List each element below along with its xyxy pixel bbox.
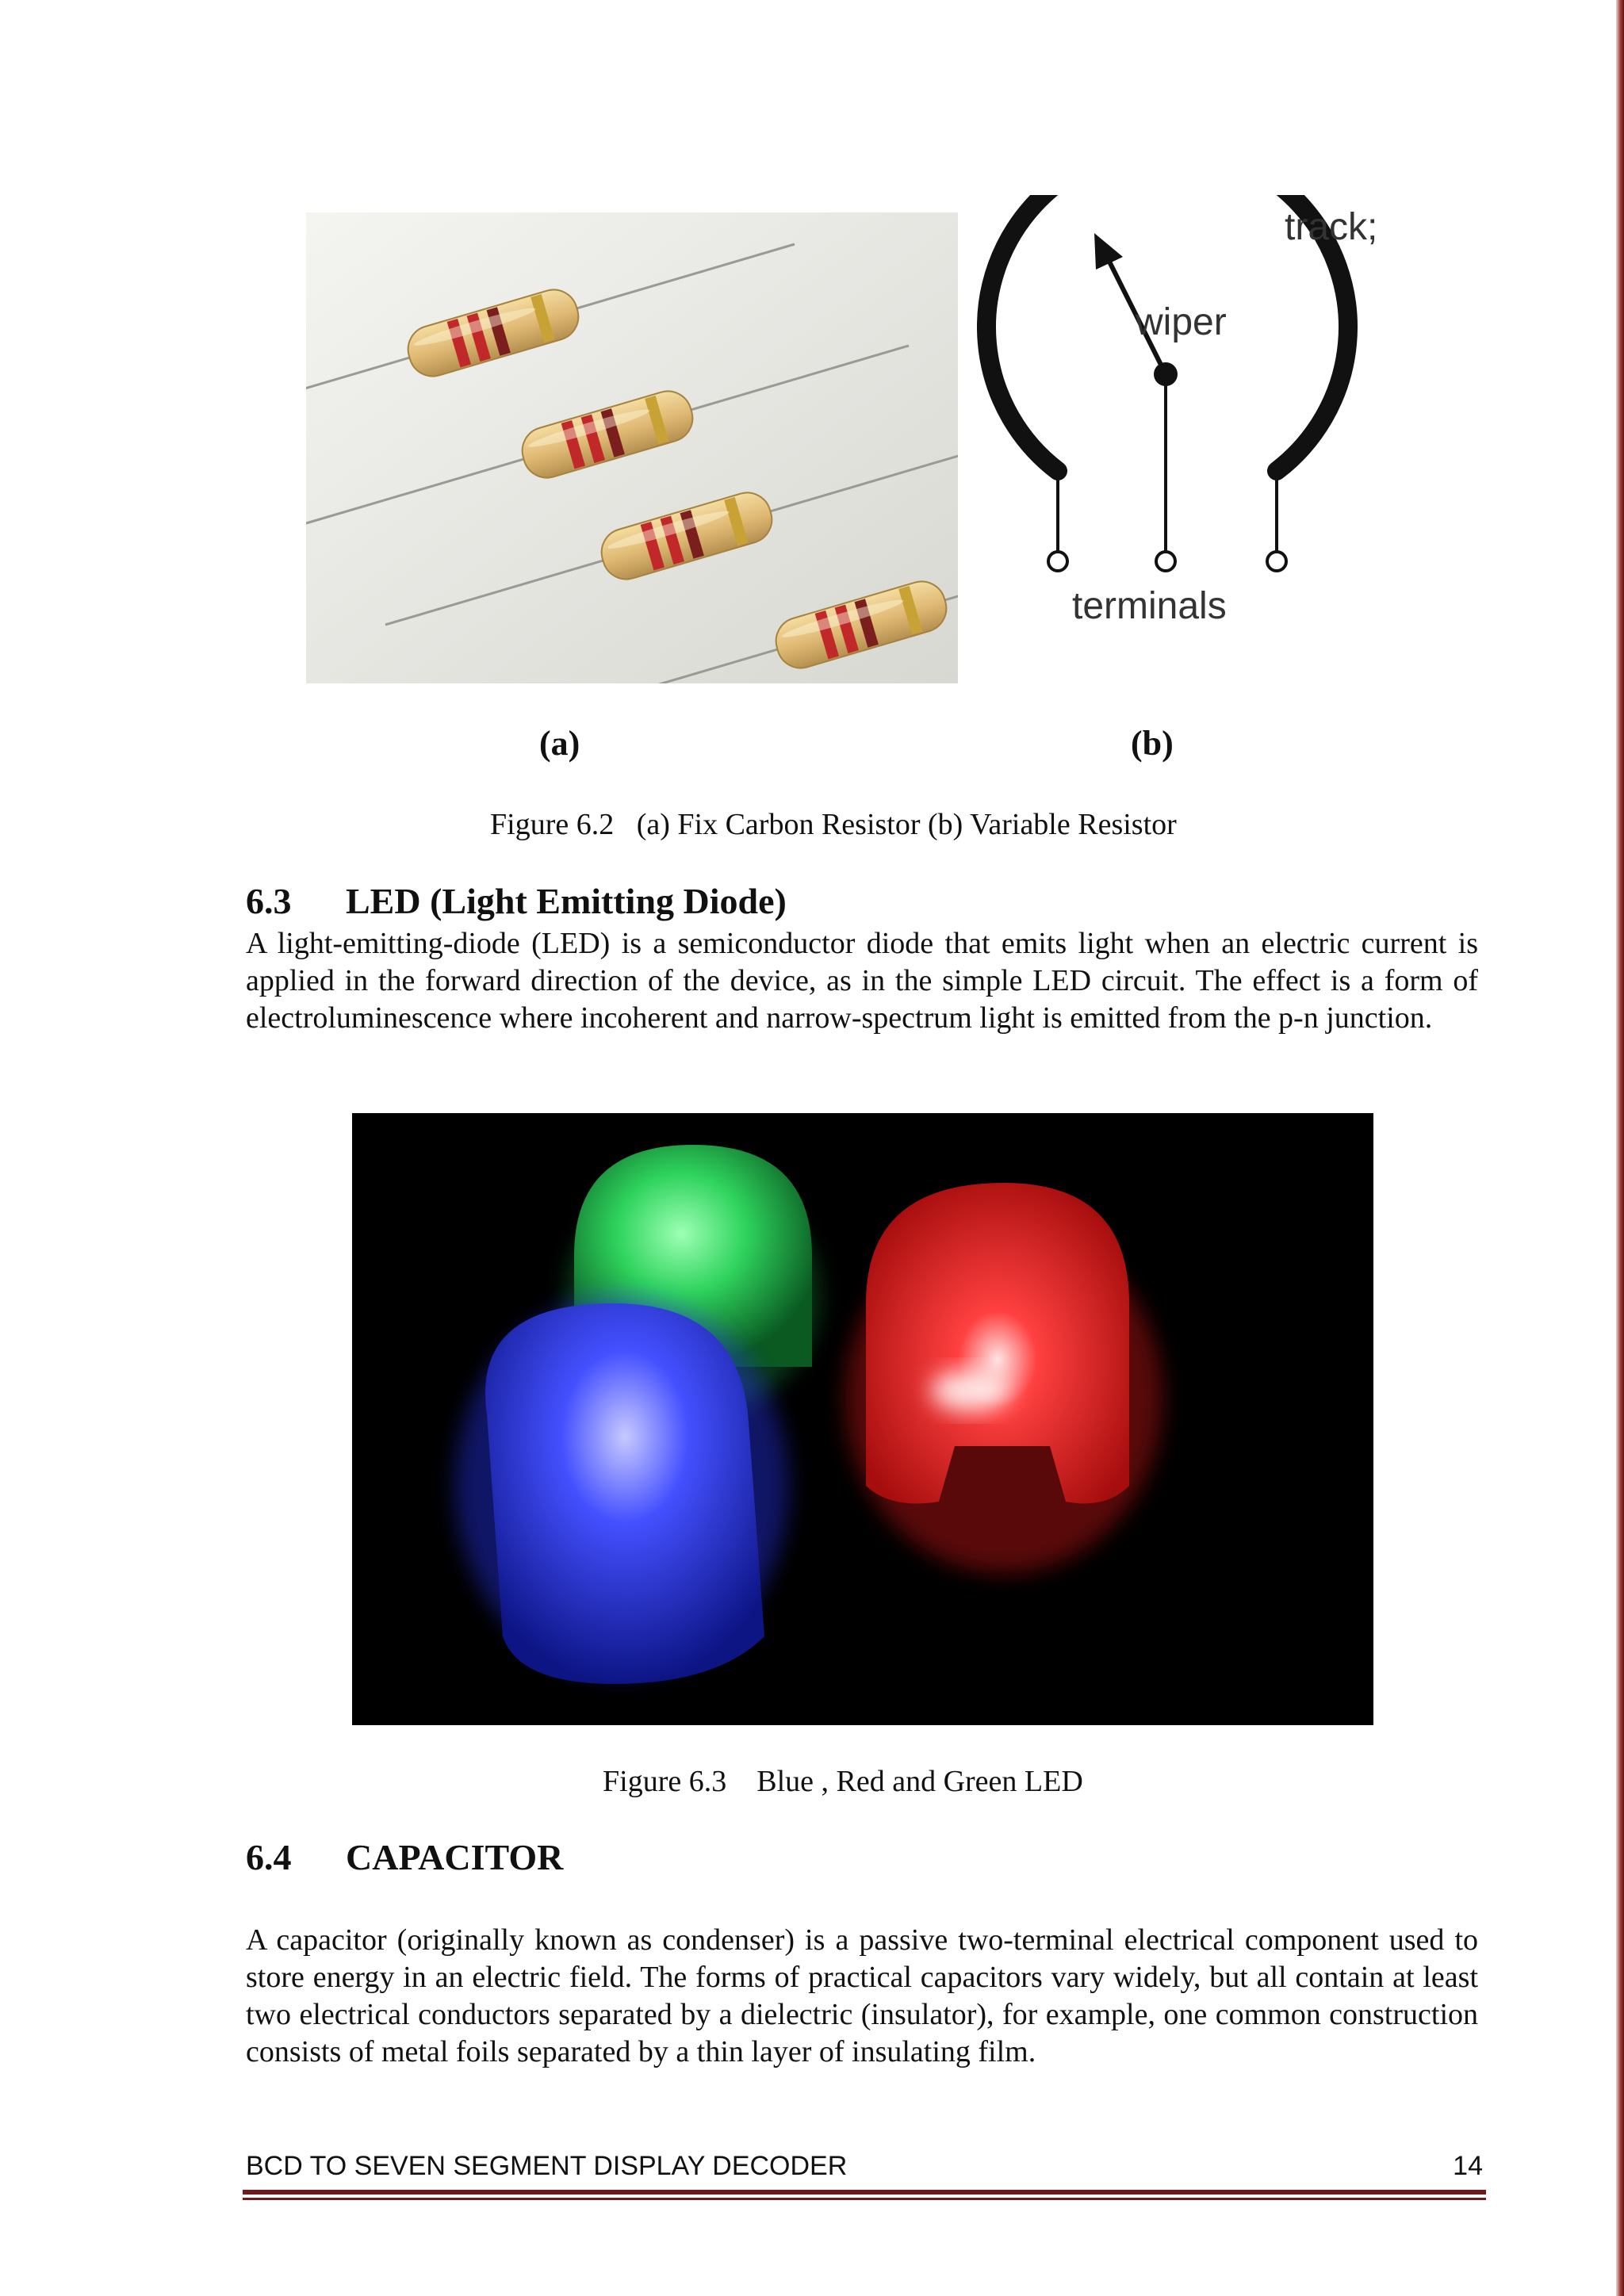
rgb-led-photo: [352, 1113, 1373, 1725]
figure-6-3-text: Blue , Red and Green LED: [756, 1765, 1083, 1798]
figure-6-2-caption: [490, 807, 1177, 842]
figure-6-2-number: Figure 6.2: [490, 808, 615, 841]
figure-6-2-text: (a) Fix Carbon Resistor (b) Variable Resistor: [636, 808, 1177, 841]
section-6-3-heading: [246, 880, 787, 922]
footer-rule-thin: [243, 2198, 1486, 2200]
section-6-4-number: 6.4: [246, 1837, 292, 1877]
figure-sub-label-a: (a): [539, 724, 580, 763]
section-6-3-title: LED (Light Emitting Diode): [346, 881, 787, 921]
section-6-4-heading: [246, 1836, 563, 1878]
variable-resistor-diagram: [977, 195, 1421, 639]
footer-rule-thick: [243, 2190, 1486, 2195]
figure-6-3-caption: [603, 1764, 1083, 1799]
track-label: track;: [1285, 206, 1378, 248]
section-6-4-paragraph: A capacitor (originally known as condenser) is a passive two-terminal electrical component used to store energy in an electric field. The forms of practical capacitors vary widely, but all contain at least two electrical conductors separated by a dielectric (insulator), for example, one common construction consists of metal foils separated by a thin layer of insulating film.: [246, 1923, 1478, 2068]
figure-sub-label-b: (b): [1131, 724, 1174, 763]
section-6-3-paragraph: A light-emitting-diode (LED) is a semiconductor diode that emits light when an electric current is applied in the forward direction of the device, as in the simple LED circuit. The effect is a form of electroluminescence where incoherent and narrow-spectrum light is emitted from the p-n junction.: [246, 927, 1478, 1035]
section-6-3-number: 6.3: [246, 881, 292, 921]
terminals-label: terminals: [1072, 585, 1227, 627]
carbon-resistor-photo: [306, 212, 958, 683]
wiper-label: wiper: [1136, 301, 1227, 343]
footer-title: BCD TO SEVEN SEGMENT DISPLAY DECODER: [246, 2151, 848, 2181]
figure-6-3-number: Figure 6.3: [603, 1765, 727, 1798]
page-edge-border: [1616, 0, 1624, 2296]
page-number: 14: [1453, 2151, 1483, 2181]
section-6-4-title: CAPACITOR: [346, 1837, 564, 1877]
